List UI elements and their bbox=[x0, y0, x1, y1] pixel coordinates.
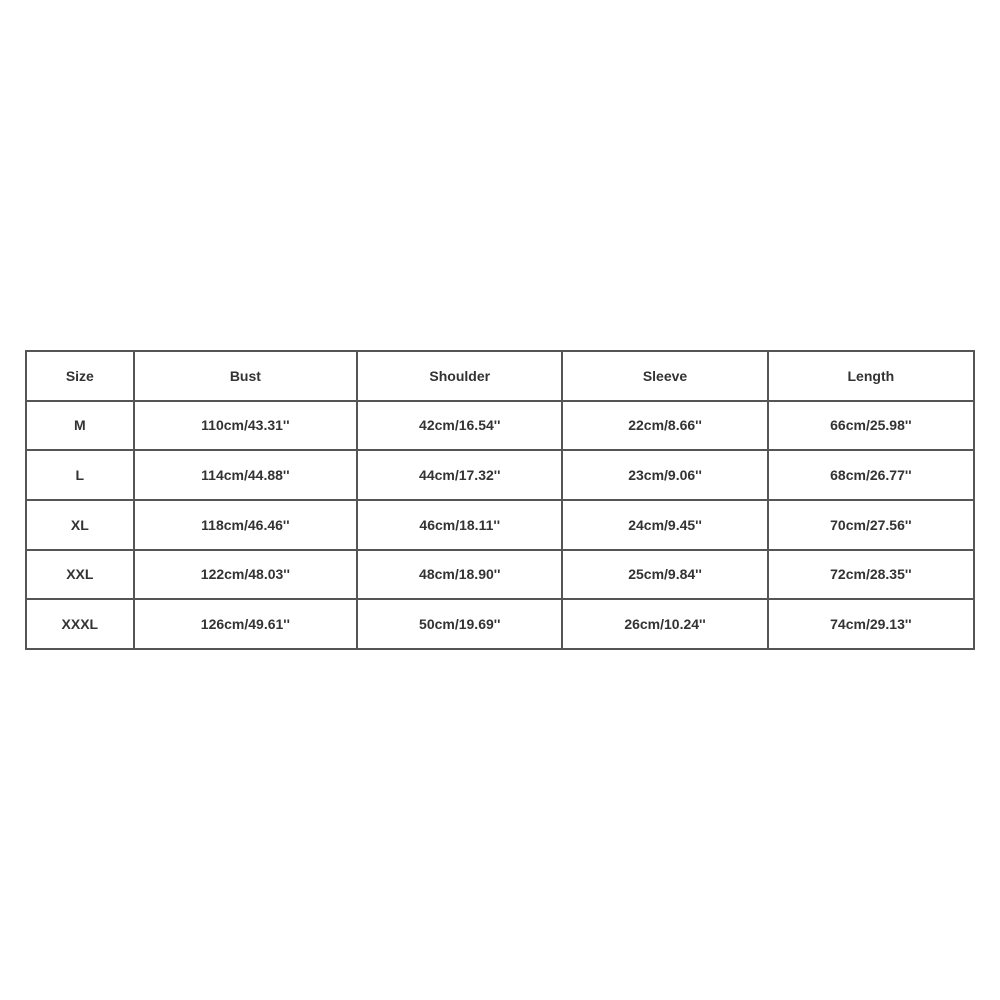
size-chart-table bbox=[25, 350, 975, 650]
cell-size: L bbox=[26, 450, 134, 500]
table-row bbox=[26, 450, 974, 500]
table-row bbox=[26, 550, 974, 600]
cell-bust: 126cm/49.61'' bbox=[134, 599, 357, 649]
cell-shoulder: 46cm/18.11'' bbox=[357, 500, 562, 550]
header-shoulder: Shoulder bbox=[357, 351, 562, 401]
cell-length: 70cm/27.56'' bbox=[768, 500, 974, 550]
cell-size: XL bbox=[26, 500, 134, 550]
header-length: Length bbox=[768, 351, 974, 401]
header-size: Size bbox=[26, 351, 134, 401]
cell-size: M bbox=[26, 401, 134, 451]
cell-shoulder: 42cm/16.54'' bbox=[357, 401, 562, 451]
table-row bbox=[26, 599, 974, 649]
cell-bust: 118cm/46.46'' bbox=[134, 500, 357, 550]
cell-sleeve: 24cm/9.45'' bbox=[562, 500, 767, 550]
cell-sleeve: 26cm/10.24'' bbox=[562, 599, 767, 649]
cell-size: XXXL bbox=[26, 599, 134, 649]
header-bust: Bust bbox=[134, 351, 357, 401]
cell-bust: 122cm/48.03'' bbox=[134, 550, 357, 600]
cell-shoulder: 44cm/17.32'' bbox=[357, 450, 562, 500]
table-row bbox=[26, 401, 974, 451]
cell-length: 74cm/29.13'' bbox=[768, 599, 974, 649]
cell-bust: 110cm/43.31'' bbox=[134, 401, 357, 451]
cell-sleeve: 23cm/9.06'' bbox=[562, 450, 767, 500]
table-row bbox=[26, 500, 974, 550]
cell-length: 68cm/26.77'' bbox=[768, 450, 974, 500]
cell-sleeve: 22cm/8.66'' bbox=[562, 401, 767, 451]
header-sleeve: Sleeve bbox=[562, 351, 767, 401]
cell-size: XXL bbox=[26, 550, 134, 600]
cell-length: 66cm/25.98'' bbox=[768, 401, 974, 451]
cell-shoulder: 48cm/18.90'' bbox=[357, 550, 562, 600]
cell-bust: 114cm/44.88'' bbox=[134, 450, 357, 500]
cell-length: 72cm/28.35'' bbox=[768, 550, 974, 600]
table-header-row bbox=[26, 351, 974, 401]
cell-sleeve: 25cm/9.84'' bbox=[562, 550, 767, 600]
cell-shoulder: 50cm/19.69'' bbox=[357, 599, 562, 649]
